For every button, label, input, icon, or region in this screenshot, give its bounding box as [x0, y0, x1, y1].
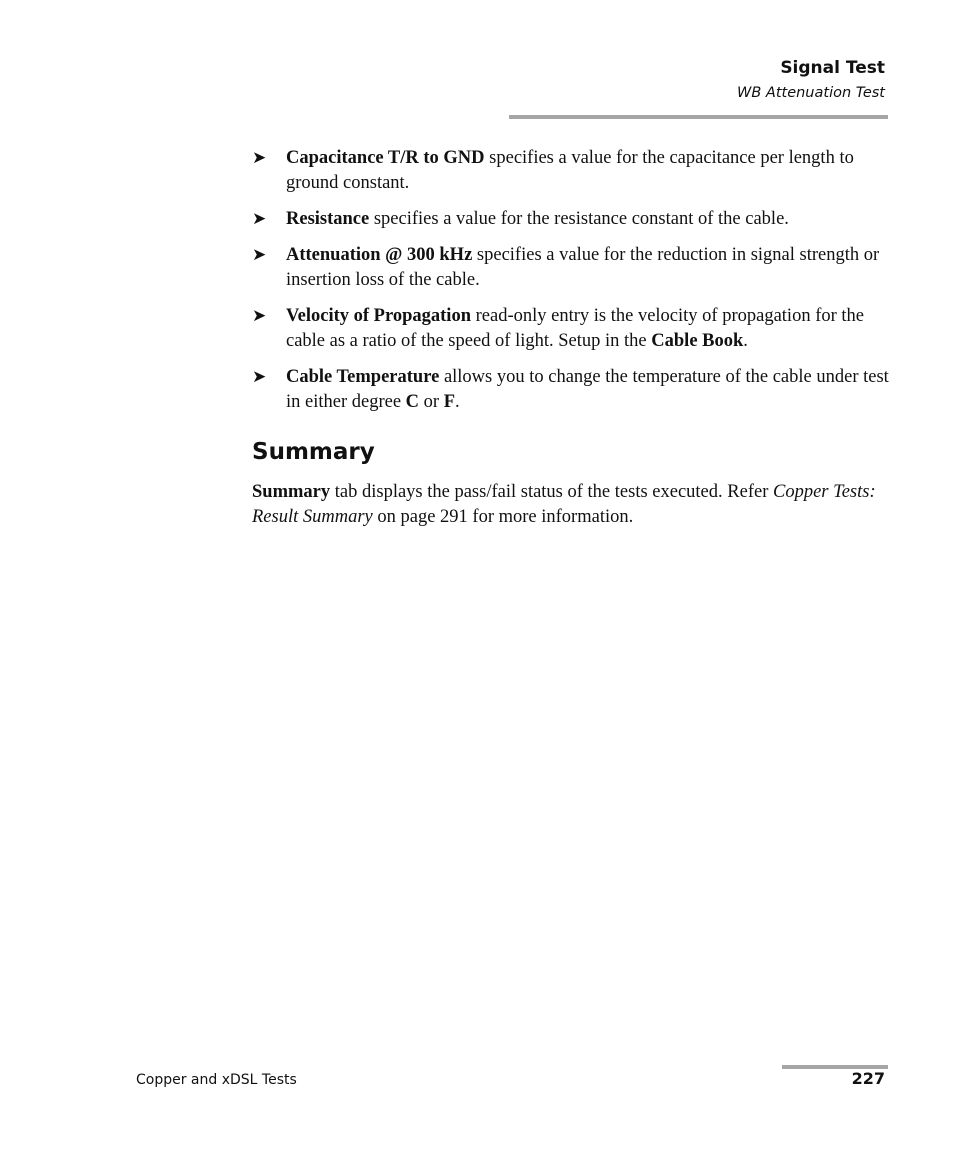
arrow-bullet-icon: ➤ [252, 306, 267, 326]
summary-paragraph [252, 480, 892, 529]
section-subtitle: WB Attenuation Test [737, 85, 885, 101]
description-resistance: specifies a value for the resistance constant of the cable. [369, 209, 789, 229]
chapter-title: Signal Test [780, 58, 885, 78]
description-velocity: read-only entry is the velocity of propagation for the cable as a ratio of the speed of light. Setup in the [286, 306, 864, 351]
summary-text-end: on page 291 for more information. [372, 506, 634, 527]
term-summary: Summary [252, 482, 331, 502]
list-item-capacitance [252, 146, 892, 196]
header-divider [509, 115, 888, 119]
term-celsius: C [405, 392, 420, 412]
arrow-bullet-icon: ➤ [252, 245, 267, 265]
description-attenuation: specifies a value for the reduction in signal strength or insertion loss of the cable. [286, 245, 880, 290]
term-velocity: Velocity of Propagation [286, 306, 471, 326]
arrow-bullet-icon: ➤ [252, 367, 267, 387]
connector-or: or [419, 392, 444, 412]
term-temperature: Cable Temperature [286, 367, 440, 387]
term-capacitance: Capacitance T/R to GND [286, 148, 485, 168]
punctuation: . [455, 392, 460, 412]
arrow-bullet-icon: ➤ [252, 148, 267, 168]
term-fahrenheit: F [443, 392, 456, 412]
description-temperature: allows you to change the temperature of the cable under test in either degree [286, 367, 889, 412]
arrow-bullet-icon: ➤ [252, 209, 267, 229]
list-item-attenuation [252, 243, 892, 293]
footer-section-name: Copper and xDSL Tests [136, 1072, 297, 1088]
punctuation: . [743, 331, 748, 351]
running-header [737, 57, 885, 103]
cross-reference-link[interactable]: Copper Tests: Result Summary [252, 482, 876, 527]
term-attenuation: Attenuation @ 300 kHz [286, 245, 473, 265]
page-number: 227 [851, 1069, 885, 1088]
section-heading-summary: Summary [252, 439, 375, 465]
summary-text: tab displays the pass/fail status of the tests executed. Refer [330, 482, 773, 502]
term-resistance: Resistance [286, 209, 370, 229]
description-capacitance: specifies a value for the capacitance per length to ground constant. [286, 148, 854, 193]
list-item-temperature [252, 365, 892, 415]
list-item-velocity [252, 304, 892, 354]
term-cable-book: Cable Book [651, 331, 744, 351]
list-item-resistance [252, 207, 892, 232]
parameter-list [252, 146, 892, 426]
